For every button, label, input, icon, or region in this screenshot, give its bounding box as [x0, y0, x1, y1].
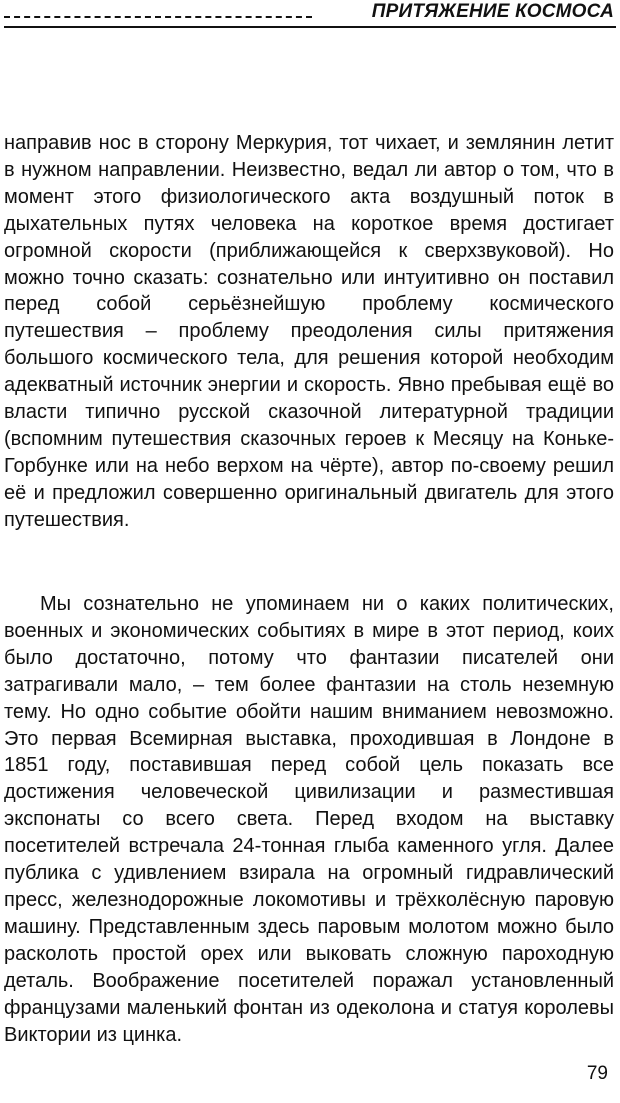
- paragraph-2: Мы сознательно не упоминаем ни о каких политических, военных и экономических событиях в мире в этот период, коих было достаточно, потому что фантазии писателей они затрагивали мало, – тем более фантазии на столь неземную тему. Но одно событие обойти нашим вниманием невозможно. Это первая Всемирная выставка, проходившая в Лондоне в 1851 году, поставившая перед собой цель показать все достижения человеческой цивилизации и разместившая экспонаты со всего света. Перед входом на выставку посетителей встречала 24-тонная глыба каменного угля. Далее публика с удивлением взирала на огромный гидравлический пресс, железнодорожные локомотивы и трёхколёсную паровую машину. Представленным здесь паровым молотом можно было расколоть простой орех или выковать сложную пароходную деталь. Воображение посетителей поражал установленный французами маленький фонтан из одеколона и статуя королевы Виктории из цинка.: [4, 593, 614, 1046]
- header-dashed-rule: [4, 16, 312, 18]
- header-rule: [4, 26, 616, 28]
- running-header-title: ПРИТЯЖЕНИЕ КОСМОСА: [366, 0, 614, 24]
- running-header: [0, 0, 620, 34]
- page-number: 79: [586, 1063, 608, 1084]
- paragraph-1: направив нос в сторону Меркурия, тот чихает, и землянин летит в нужном направлении. Неизвестно, ведал ли автор о том, что в момент этого физиологического акта воздушный поток в дыхательных путях человека на короткое время достигает огромной скорости (приближающейся к сверхзвуковой). Но можно точно сказать: сознательно или интуитивно он поставил перед собой серьёзнейшую проблему космического путешествия – проблему преодоления силы притяжения большого космического тела, для решения которой необходим адекватный источник энергии и скорость. Явно пребывая ещё во власти типично русской сказочной литературной традиции (вспомним путешествия сказочных героев к Месяцу на Коньке-Горбунке или на небо верхом на чёрте), автор по-своему решил её и предложил совершенно оригинальный двигатель для этого путешествия.: [4, 132, 614, 531]
